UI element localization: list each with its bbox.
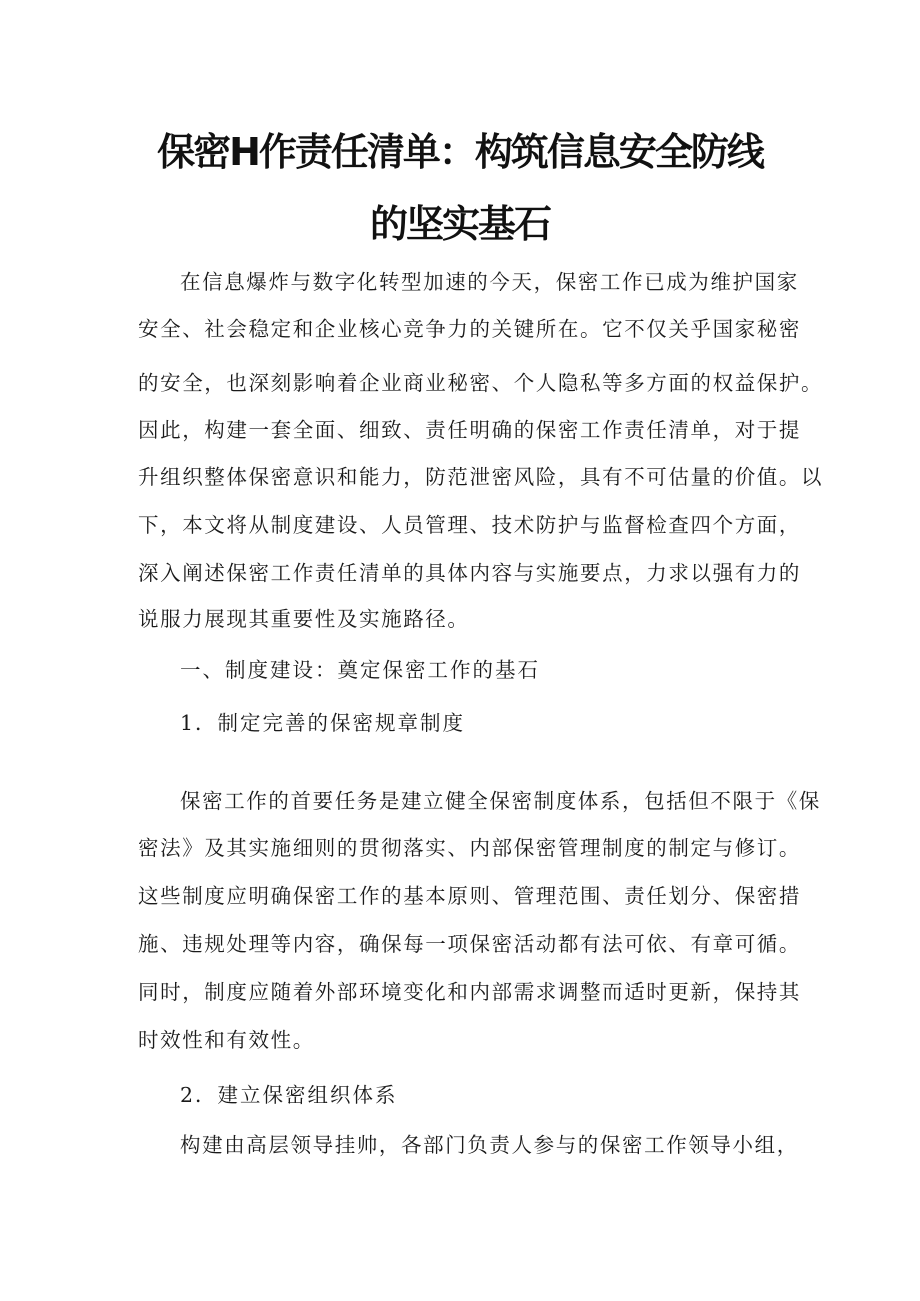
- intro-line: 安全、社会稳定和企业核心竞争力的关键所在。它不仅关乎国家秘密: [138, 317, 801, 341]
- intro-line: 升组织整体保密意识和能力，防范泄密风险，具有不可估量的价值。以: [138, 465, 824, 489]
- intro-line: 下，本文将从制度建设、人员管理、技术防护与监督检查四个方面，: [138, 513, 801, 537]
- intro-line: 说服力展现其重要性及实施路径。: [138, 607, 470, 631]
- subsection-heading: 2．建立保密组织体系: [180, 1083, 398, 1107]
- intro-line: 深入阐述保密工作责任清单的具体内容与实施要点，力求以强有力的: [138, 561, 801, 585]
- intro-line: 因此，构建一套全面、细致、责任明确的保密工作责任清单，对于提: [138, 418, 801, 442]
- body-line: 施、违规处理等内容，确保每一项保密活动都有法可依、有章可循。: [138, 932, 801, 956]
- document-title-line-2: 的坚实基石: [369, 202, 550, 246]
- section-heading: 一、制度建设：奠定保密工作的基石: [180, 658, 540, 682]
- intro-line: 的安全，也深刻影响着企业商业秘密、个人隐私等多方面的权益保护。: [138, 371, 824, 395]
- body-line: 构建由高层领导挂帅，各部门负责人参与的保密工作领导小组，: [180, 1133, 799, 1157]
- body-line: 时效性和有效性。: [138, 1028, 315, 1052]
- body-line: 这些制度应明确保密工作的基本原则、管理范围、责任划分、保密措: [138, 884, 801, 908]
- subsection-heading: 1．制定完善的保密规章制度: [180, 711, 466, 735]
- document-title-line-1: 保密H作责任清单：构筑信息安全防线: [157, 130, 763, 174]
- body-line: 密法》及其实施细则的贯彻落实、内部保密管理制度的制定与修订。: [138, 836, 801, 860]
- body-line: 同时，制度应随着外部环境变化和内部需求调整而适时更新，保持其: [138, 980, 801, 1004]
- intro-line: 在信息爆炸与数字化转型加速的今天，保密工作已成为维护国家: [180, 270, 799, 294]
- body-line: 保密工作的首要任务是建立健全保密制度体系，包括但不限于《保: [180, 789, 821, 813]
